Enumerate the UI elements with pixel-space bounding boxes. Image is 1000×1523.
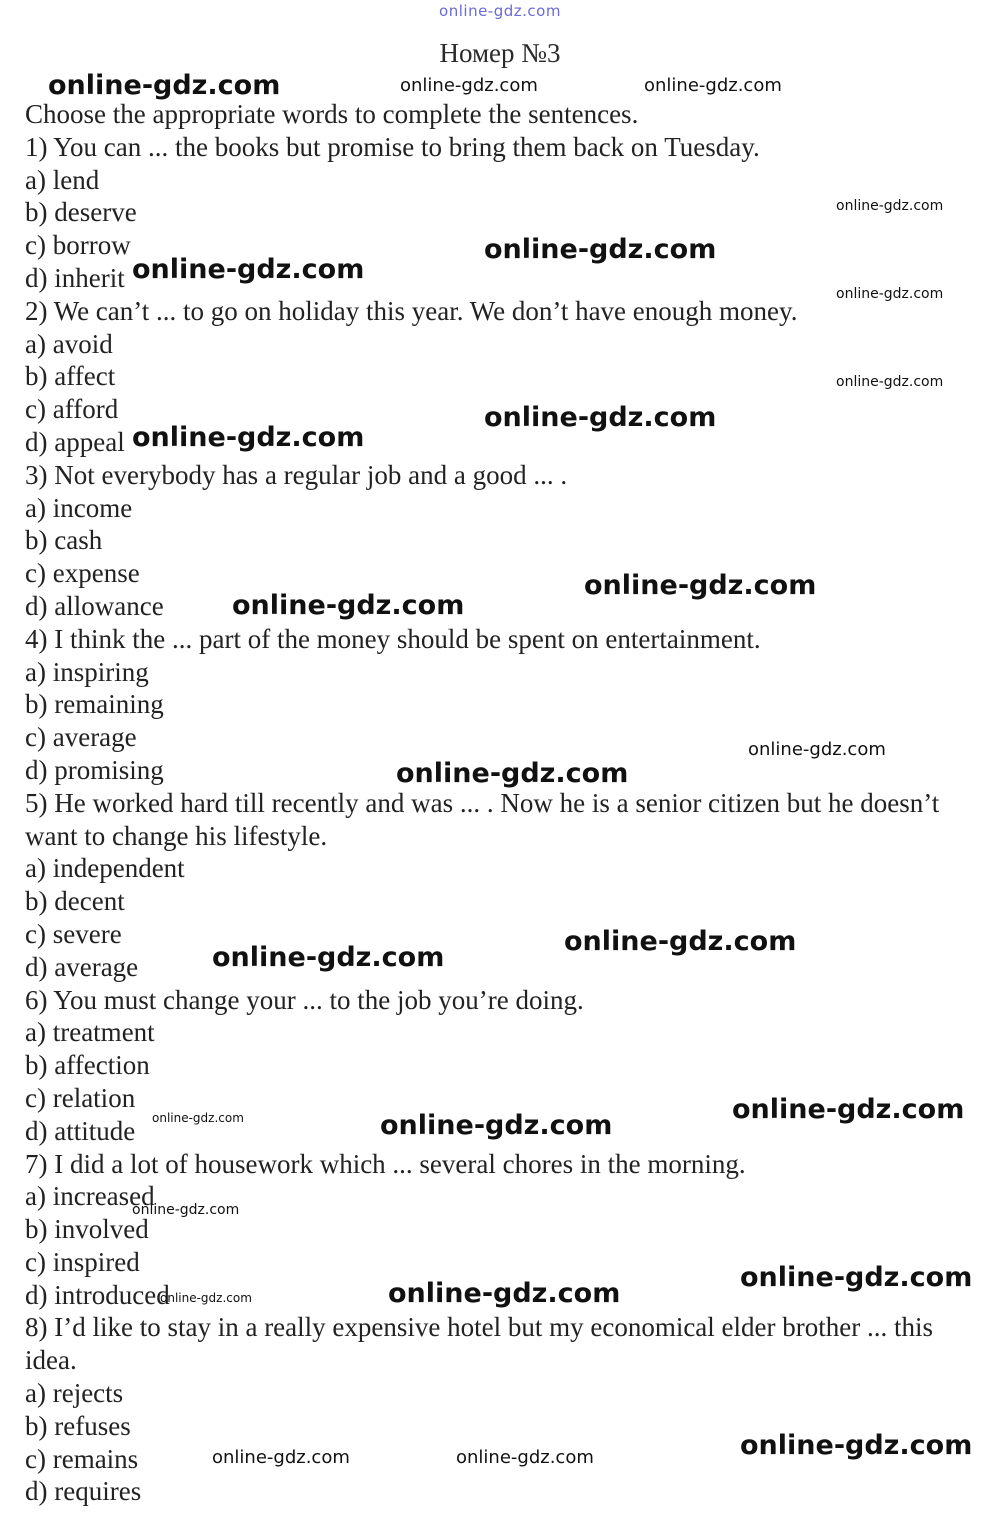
option-c: c) severe (25, 918, 122, 949)
option-a: a) avoid (25, 328, 113, 359)
option-c: c) inspired (25, 1246, 140, 1277)
option-b: b) refuses (25, 1410, 131, 1441)
option-b: b) affect (25, 361, 116, 392)
question-1 (25, 131, 975, 295)
question-8 (25, 1311, 975, 1508)
watermark: online-gdz.com (132, 254, 365, 285)
option-a: a) inspiring (25, 656, 149, 687)
page-title: Номер №3 (439, 38, 561, 68)
option-d: d) inherit (25, 262, 125, 293)
option-a: a) treatment (25, 1017, 155, 1048)
watermark: online-gdz.com (212, 1447, 350, 1468)
watermark: online-gdz.com (836, 198, 944, 214)
watermark: online-gdz.com (132, 422, 365, 453)
option-c: c) afford (25, 394, 119, 425)
question-5 (25, 787, 975, 984)
option-d: d) attitude (25, 1115, 136, 1146)
watermark: online-gdz.com (400, 75, 538, 96)
watermark: online-gdz.com (132, 1202, 240, 1218)
option-d: d) promising (25, 754, 164, 785)
watermark: online-gdz.com (160, 1291, 252, 1305)
watermark: online-gdz.com (396, 758, 629, 789)
question-4 (25, 623, 975, 787)
watermark: online-gdz.com (740, 1262, 973, 1293)
option-b: b) decent (25, 886, 125, 917)
watermark: online-gdz.com (212, 942, 445, 973)
option-c: c) relation (25, 1082, 136, 1113)
watermark: online-gdz.com (644, 75, 782, 96)
exercise-body (25, 98, 975, 1508)
watermark: online-gdz.com (152, 1111, 244, 1125)
watermark: online-gdz.com (564, 926, 797, 957)
watermark: online-gdz.com (388, 1278, 621, 1309)
option-b: b) remaining (25, 689, 164, 720)
option-c: c) borrow (25, 230, 131, 261)
question-text: 2) We can’t ... to go on holiday this year. We don’t have enough money. (25, 295, 798, 326)
question-7 (25, 1148, 975, 1312)
option-a: a) income (25, 492, 133, 523)
watermark: online-gdz.com (584, 570, 817, 601)
watermark: online-gdz.com (380, 1110, 613, 1141)
option-d: d) appeal (25, 426, 125, 457)
option-a: a) independent (25, 853, 185, 884)
watermark: online-gdz.com (740, 1430, 973, 1461)
watermark: online-gdz.com (836, 286, 944, 302)
question-6 (25, 984, 975, 1148)
question-text: 7) I did a lot of housework which ... several chores in the morning. (25, 1148, 746, 1179)
question-text: 1) You can ... the books but promise to bring them back on Tuesday. (25, 131, 760, 162)
watermark: online-gdz.com (732, 1094, 965, 1125)
watermark: online-gdz.com (836, 374, 944, 390)
option-a: a) lend (25, 164, 100, 195)
watermark: online-gdz.com (484, 402, 717, 433)
watermark: online-gdz.com (48, 70, 281, 101)
option-c: c) expense (25, 558, 140, 589)
option-c: c) average (25, 722, 137, 753)
watermark: online-gdz.com (484, 234, 717, 265)
option-d: d) average (25, 951, 139, 982)
watermark: online-gdz.com (456, 1447, 594, 1468)
question-text: 3) Not everybody has a regular job and a good ... . (25, 459, 568, 490)
question-3 (25, 459, 975, 623)
option-b: b) cash (25, 525, 103, 556)
option-b: b) affection (25, 1050, 150, 1081)
option-c: c) remains (25, 1443, 139, 1474)
option-d: d) requires (25, 1476, 142, 1507)
option-a: a) rejects (25, 1378, 124, 1409)
question-text: 5) He worked hard till recently and was ... . Now he is a senior citizen but he doesn’t want to change his lifestyle. (25, 787, 940, 851)
option-b: b) deserve (25, 197, 137, 228)
option-d: d) allowance (25, 590, 164, 621)
question-text: 4) I think the ... part of the money should be spent on entertainment. (25, 623, 761, 654)
option-d: d) introduced (25, 1279, 170, 1310)
option-a: a) increased (25, 1181, 155, 1212)
question-2 (25, 295, 975, 459)
site-mark: online-gdz.com (439, 2, 561, 20)
question-text: 6) You must change your ... to the job you’re doing. (25, 984, 584, 1015)
watermark: online-gdz.com (232, 590, 465, 621)
instruction: Choose the appropriate words to complete the sentences. (25, 99, 639, 129)
question-text: 8) I’d like to stay in a really expensive hotel but my economical elder brother ... this idea. (25, 1312, 933, 1376)
watermark: online-gdz.com (748, 739, 886, 760)
option-b: b) involved (25, 1214, 149, 1245)
